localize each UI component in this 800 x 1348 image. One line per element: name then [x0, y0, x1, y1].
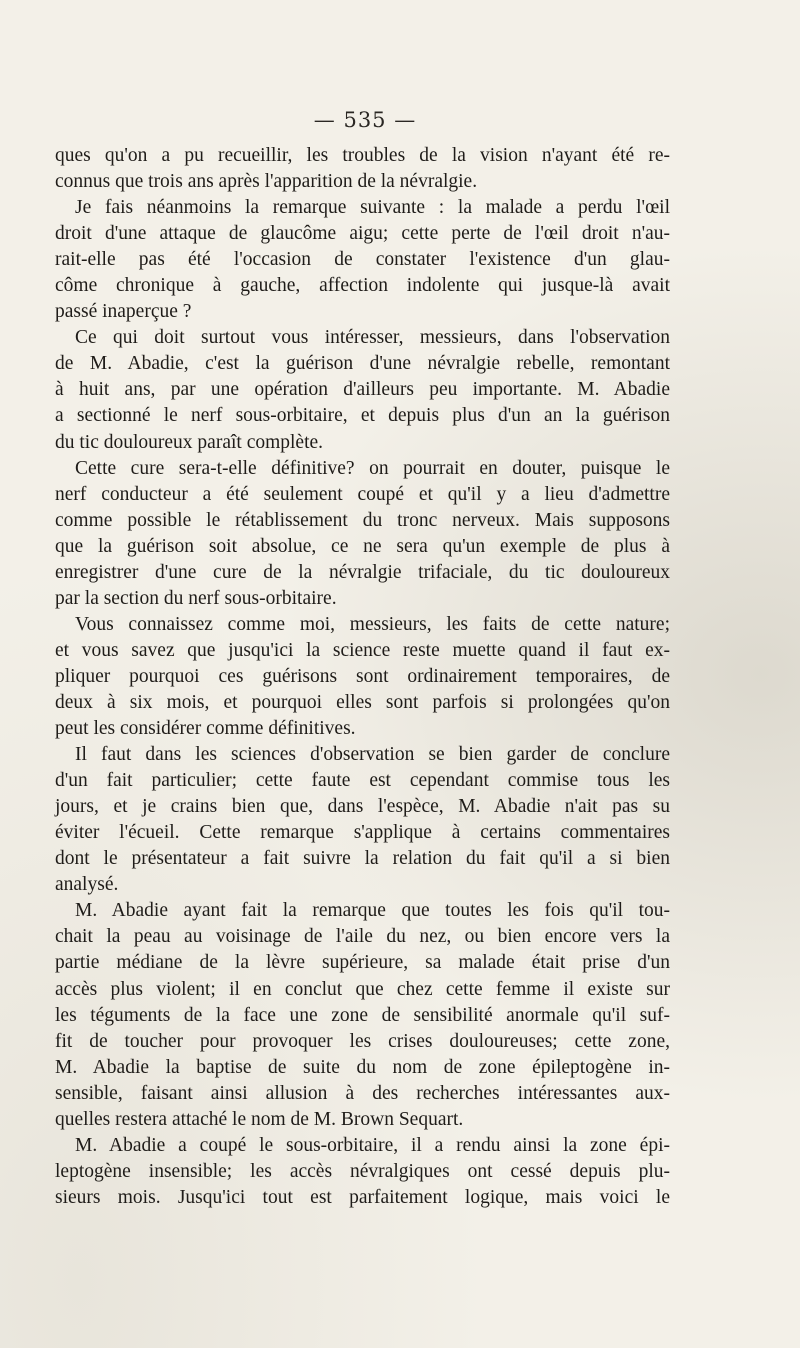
text-line: Je fais néanmoins la remarque suivante : la malade a perdu l'œil — [75, 197, 670, 219]
text-line: chait la peau au voisinage de l'aile du nez, ou bien encore vers la — [55, 926, 670, 948]
body-text — [55, 143, 670, 1211]
text-line: Ce qui doit surtout vous intéresser, messieurs, dans l'observation — [75, 327, 670, 349]
text-line: passé inaperçue ? — [55, 301, 192, 323]
text-line: et vous savez que jusqu'ici la science reste muette quand il faut ex- — [55, 639, 670, 661]
text-line: accès plus violent; il en conclut que chez cette femme il existe sur — [55, 978, 670, 1000]
text-line: nerf conducteur a été seulement coupé et qu'il y a lieu d'admettre — [55, 483, 670, 505]
text-line: de M. Abadie, c'est la guérison d'une névralgie rebelle, remontant — [55, 353, 670, 375]
text-line: connus que trois ans après l'apparition de la névralgie. — [55, 171, 478, 193]
text-line: dont le présentateur a fait suivre la relation du fait qu'il a si bien — [55, 848, 670, 870]
text-line: par la section du nerf sous-orbitaire. — [55, 587, 337, 609]
text-line: fit de toucher pour provoquer les crises douloureuses; cette zone, — [55, 1030, 670, 1052]
text-line: comme possible le rétablissement du tronc nerveux. Mais supposons — [55, 509, 670, 531]
text-line: les téguments de la face une zone de sensibilité anormale qu'il suf- — [55, 1004, 670, 1026]
text-line: éviter l'écueil. Cette remarque s'applique à certains commentaires — [55, 822, 670, 844]
text-line: sieurs mois. Jusqu'ici tout est parfaitement logique, mais voici le — [55, 1186, 670, 1208]
text-line: côme chronique à gauche, affection indolente qui jusque-là avait — [55, 275, 670, 297]
text-line: M. Abadie la baptise de suite du nom de zone épileptogène in- — [55, 1056, 670, 1078]
text-line: quelles restera attaché le nom de M. Brown Sequart. — [55, 1108, 464, 1130]
text-line: que la guérison soit absolue, ce ne sera qu'un exemple de plus à — [55, 535, 670, 557]
text-line: Cette cure sera-t-elle définitive? on pourrait en douter, puisque le — [75, 457, 670, 479]
text-line: à huit ans, par une opération d'ailleurs peu importante. M. Abadie — [55, 379, 670, 401]
text-line: Vous connaissez comme moi, messieurs, les faits de cette nature; — [75, 613, 670, 635]
text-line: droit d'une attaque de glaucôme aigu; cette perte de l'œil droit n'au- — [55, 223, 670, 245]
text-line: M. Abadie ayant fait la remarque que toutes les fois qu'il tou- — [75, 900, 670, 922]
text-line: leptogène insensible; les accès névralgiques ont cessé depuis plu- — [55, 1160, 670, 1182]
text-line: deux à six mois, et pourquoi elles sont parfois si prolongées qu'on — [55, 691, 670, 713]
text-line: d'un fait particulier; cette faute est cependant commise tous les — [55, 770, 670, 792]
text-line: partie médiane de la lèvre supérieure, sa malade était prise d'un — [55, 952, 670, 974]
text-line: Il faut dans les sciences d'observation se bien garder de conclure — [75, 744, 670, 766]
text-line: sensible, faisant ainsi allusion à des recherches intéressantes aux- — [55, 1082, 670, 1104]
text-line: peut les considérer comme définitives. — [55, 718, 356, 740]
text-line: analysé. — [55, 874, 119, 896]
text-line: enregistrer d'une cure de la névralgie trifaciale, du tic douloureux — [55, 561, 670, 583]
text-line: du tic douloureux paraît complète. — [55, 431, 324, 453]
text-line: jours, et je crains bien que, dans l'espèce, M. Abadie n'ait pas su — [55, 796, 670, 818]
text-line: a sectionné le nerf sous-orbitaire, et depuis plus d'un an la guérison — [55, 405, 670, 427]
text-line: M. Abadie a coupé le sous-orbitaire, il a rendu ainsi la zone épi- — [75, 1134, 670, 1156]
text-line: ques qu'on a pu recueillir, les troubles de la vision n'ayant été re- — [55, 145, 670, 166]
text-line: pliquer pourquoi ces guérisons sont ordinairement temporaires, de — [55, 665, 670, 687]
text-line: rait-elle pas été l'occasion de constater l'existence d'un glau- — [55, 249, 670, 271]
page-number: — 535 — — [313, 108, 417, 132]
